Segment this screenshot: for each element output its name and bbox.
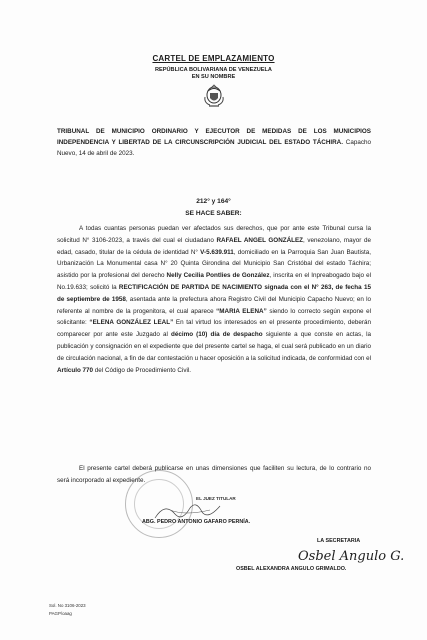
text-segment: , domiciliado en la Parroquia San Juan Bautista, Urbanización La Monumental casa N° 20 Quinta Girondina del Municipio San Cristóbal del estado Táchira; asistido por la profesional del derecho bbox=[57, 248, 371, 280]
text-segment: , venezolano, mayor de edad, casado, titular de la cédula de identidad N° bbox=[57, 236, 371, 256]
year-reference: 212° y 164° bbox=[196, 198, 231, 205]
text-segment: siguiente a que conste en actas, la publicación y consignación en el expediente que del presente cartel se haga, el cual será publicado en un diario de circulación nacional, a fin de dar contestación u hacer oposición a la solicitud indicada, de conformidad con el bbox=[57, 331, 371, 362]
main-paragraph bbox=[57, 223, 371, 376]
en-su-nombre-line: EN SU NOMBRE bbox=[191, 74, 236, 80]
closing-text: El presente cartel deberá publicarse en unas dimensiones que faciliten su lectura, de lo contrario no será incorporado al expediente. bbox=[57, 465, 371, 484]
text-segment: del Código de Procedimiento Civil. bbox=[93, 366, 192, 374]
secretary-title: LA SECRETARIA bbox=[317, 538, 361, 544]
requested-action: RECTIFICACIÓN DE PARTIDA DE NACIMIENTO signada con el N° 263, de fecha 15 de septiembre de 1958 bbox=[57, 283, 371, 303]
judge-title: EL JUEZ TITULAR bbox=[196, 496, 236, 501]
applicant-name: RAFAEL ANGEL GONZÁLEZ bbox=[216, 236, 304, 244]
republic-line: REPÚBLICA BOLIVARIANA DE VENEZUELA bbox=[155, 67, 272, 73]
coat-of-arms-icon bbox=[201, 83, 227, 109]
lawyer-name: Nelly Cecilia Pontlies de González bbox=[166, 272, 270, 280]
applicant-id: V-5.639.911 bbox=[200, 248, 234, 256]
place-date: Capacho Nuevo, 14 de abril de 2023. bbox=[57, 139, 371, 157]
tribunal-name: TRIBUNAL DE MUNICIPIO ORDINARIO Y EJECUTOR DE MEDIDAS DE LOS MUNICIPIOS INDEPENDENCIA Y LIBERTAD DE LA CIRCUNSCRIPCIÓN JUDICIAL DEL ESTADO TÁCHIRA. bbox=[57, 128, 371, 146]
secretary-name: OSBEL ALEXANDRA ANGULO GRIMALDO. bbox=[236, 566, 347, 572]
correct-name: “ELENA GONZÁLEZ LEAL” bbox=[89, 319, 174, 327]
initials-reference: PAGP/oaag bbox=[49, 611, 72, 616]
text-segment: , inscrita en el Inpreabogado bajo el No.19.633; solicitó la bbox=[57, 272, 371, 291]
solicitud-reference: Sol. No 3106-2023 bbox=[49, 603, 86, 608]
text-segment: En tal virtud los interesados en el presente procedimiento, deberán comparecer por ante este Juzgado al bbox=[57, 319, 371, 339]
text-segment: A todas cuantas personas puedan ver afectados sus derechos, que por ante este Tribunal cursa la solicitud N° 3106-2023, a través del cual el ciudadano bbox=[57, 225, 371, 244]
secretary-signature bbox=[252, 540, 405, 566]
se-hace-saber: SE HACE SABER: bbox=[185, 210, 242, 217]
text-segment: siendo lo correcto según expone el solicitante: bbox=[57, 307, 372, 327]
deadline-days: décimo (10) día de despacho bbox=[171, 331, 263, 339]
text-segment: , asentada ante la prefectura ahora Registro Civil del Municipio Capacho Nuevo; en lo referente al nombre de la progenitora, el cual aparece bbox=[57, 295, 371, 315]
judge-name: ABG. PEDRO ANTONIO GAFARO PERNÍA. bbox=[142, 519, 251, 525]
document-title: CARTEL DE EMPLAZAMIENTO bbox=[152, 54, 275, 63]
secretary-signature-text: Osbel Angulo G. bbox=[298, 549, 405, 564]
tribunal-paragraph bbox=[57, 126, 371, 159]
closing-paragraph bbox=[57, 463, 371, 487]
incorrect-name: “MARIA ELENA” bbox=[216, 307, 267, 315]
article-reference: Artículo 770 bbox=[57, 366, 94, 374]
